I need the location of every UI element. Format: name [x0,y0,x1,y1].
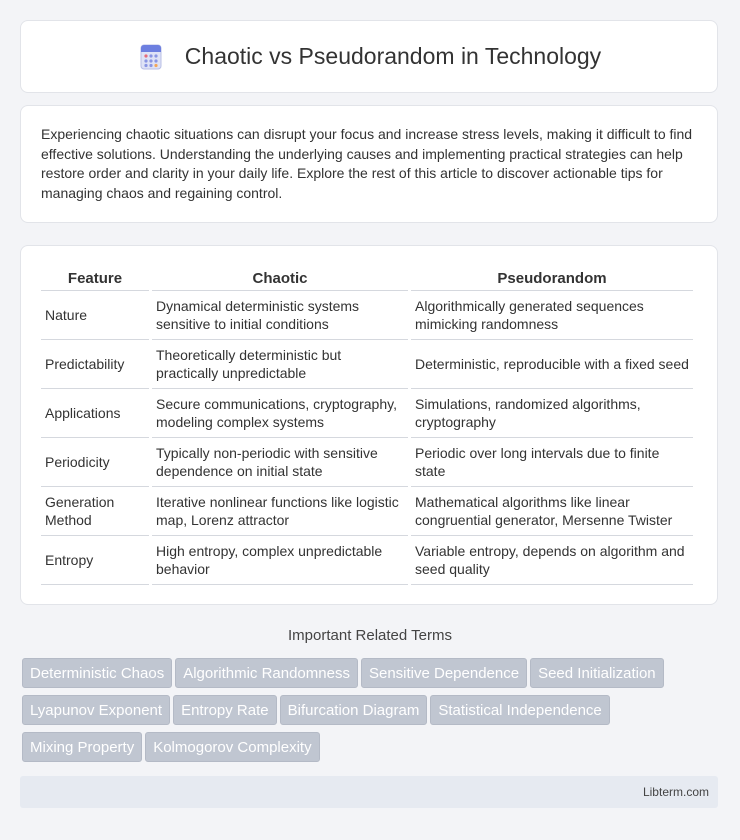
footer-site-link[interactable]: Libterm.com [642,785,709,799]
chaotic-cell: Theoretically deterministic but practically unpredictable [152,340,408,389]
table-row [41,389,693,438]
tag-sensitive-dependence[interactable]: Sensitive Dependence [361,658,527,688]
comparison-card [20,245,718,605]
tag-kolmogorov-complexity[interactable]: Kolmogorov Complexity [145,732,319,762]
feature-cell: Periodicity [41,438,149,487]
pseudorandom-cell: Mathematical algorithms like linear congruential generator, Mersenne Twister [411,487,693,536]
table-row [41,438,693,487]
table-row [41,291,693,340]
tag-statistical-independence[interactable]: Statistical Independence [430,695,609,725]
tag-seed-initialization[interactable]: Seed Initialization [530,658,664,688]
pseudorandom-cell: Simulations, randomized algorithms, cryptography [411,389,693,438]
pseudorandom-cell: Algorithmically generated sequences mimicking randomness [411,291,693,340]
tag-deterministic-chaos[interactable]: Deterministic Chaos [22,658,172,688]
footer [20,776,718,808]
feature-cell: Applications [41,389,149,438]
title-card [20,20,718,93]
page-title: Chaotic vs Pseudorandom in Technology [184,43,602,69]
table-row [41,487,693,536]
chaotic-cell: Iterative nonlinear functions like logistic map, Lorenz attractor [152,487,408,536]
chaotic-cell: Typically non-periodic with sensitive dependence on initial state [152,438,408,487]
chaotic-cell: Dynamical deterministic systems sensitive to initial conditions [152,291,408,340]
intro-card [20,105,718,223]
feature-cell: Predictability [41,340,149,389]
related-terms-list [22,658,722,769]
pseudorandom-cell: Variable entropy, depends on algorithm and seed quality [411,536,693,585]
feature-cell: Nature [41,291,149,340]
header-chaotic: Chaotic [152,266,408,291]
header-pseudorandom: Pseudorandom [411,266,693,291]
tag-entropy-rate[interactable]: Entropy Rate [173,695,277,725]
feature-cell: Entropy [41,536,149,585]
tag-mixing-property[interactable]: Mixing Property [22,732,142,762]
pseudorandom-cell: Deterministic, reproducible with a fixed seed [411,340,693,389]
calculator-icon [137,43,165,71]
tag-algorithmic-randomness[interactable]: Algorithmic Randomness [175,658,358,688]
related-terms-heading: Important Related Terms [288,627,452,644]
header-feature: Feature [41,266,149,291]
feature-cell: Generation Method [41,487,149,536]
table-header-row [41,266,693,291]
table-row [41,340,693,389]
comparison-table [38,266,696,585]
table-row [41,536,693,585]
tag-bifurcation-diagram[interactable]: Bifurcation Diagram [280,695,428,725]
pseudorandom-cell: Periodic over long intervals due to finite state [411,438,693,487]
tag-lyapunov-exponent[interactable]: Lyapunov Exponent [22,695,170,725]
chaotic-cell: Secure communications, cryptography, modeling complex systems [152,389,408,438]
intro-paragraph: Experiencing chaotic situations can disrupt your focus and increase stress levels, making it difficult to find effective solutions. Understanding the underlying causes and implementing practical strategies can help restore order and clarity in your daily life. Explore the rest of this article to discover actionable tips for managing chaos and regaining control. [41,126,693,201]
chaotic-cell: High entropy, complex unpredictable behavior [152,536,408,585]
